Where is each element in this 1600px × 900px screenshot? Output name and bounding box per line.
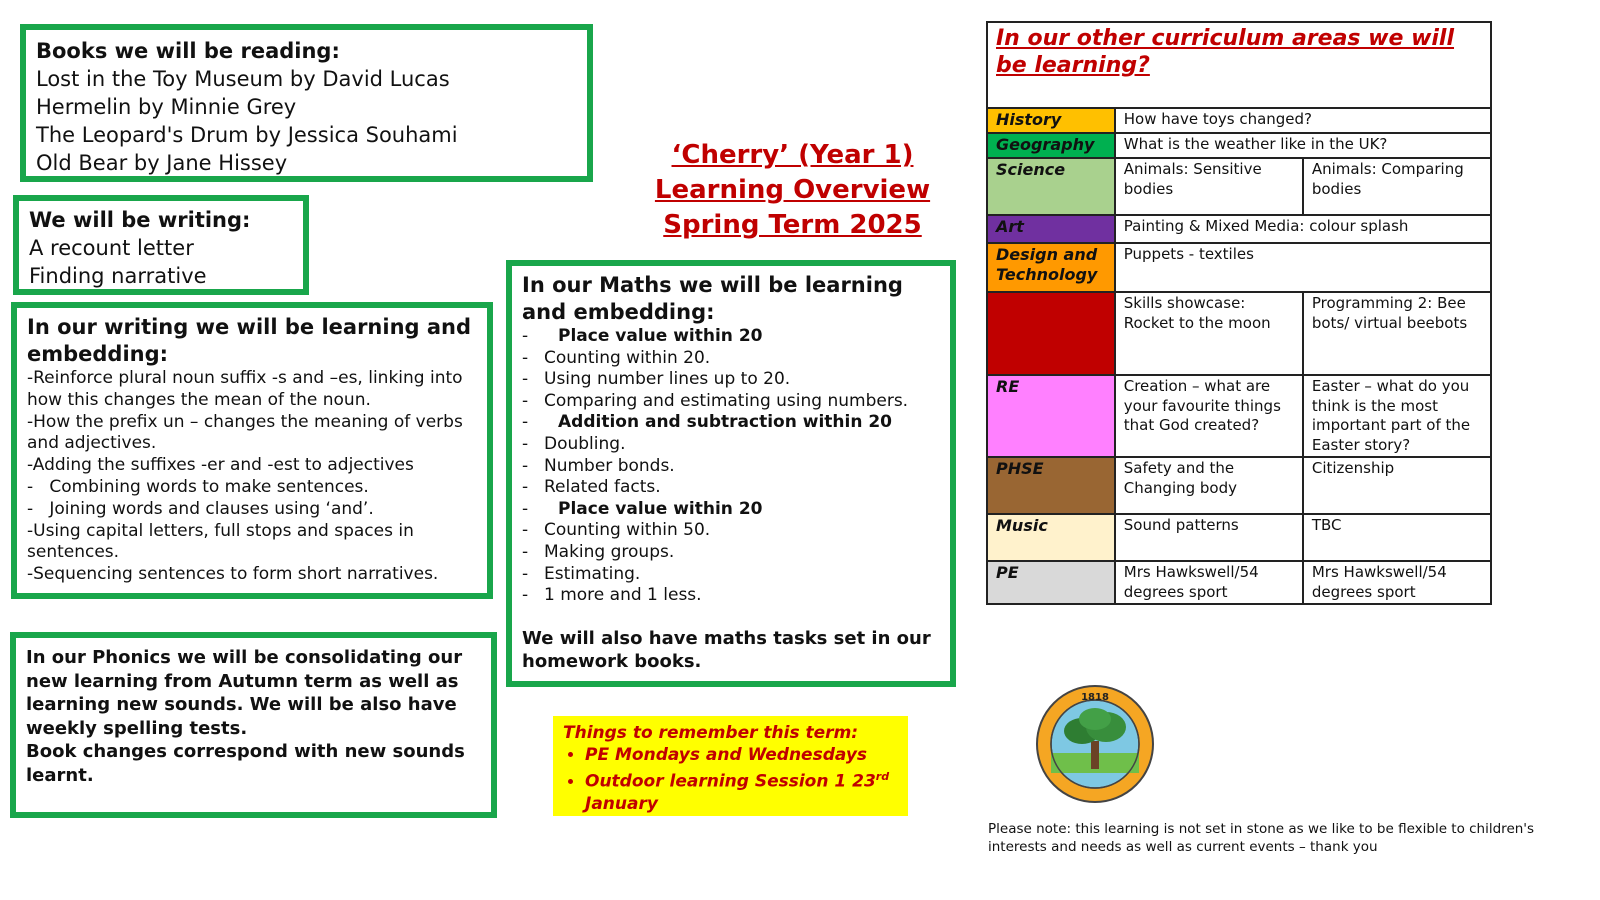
maths-item bbox=[522, 348, 940, 370]
maths-item-text: Doubling. bbox=[544, 433, 626, 454]
maths-item-dash: - bbox=[522, 498, 529, 519]
books-box bbox=[20, 24, 593, 182]
reminder-text: Outdoor learning Session 1 23 bbox=[585, 771, 876, 792]
curriculum-cell: Programming 2: Bee bots/ virtual beebots bbox=[1303, 292, 1491, 375]
maths-item-text: Place value within 20 bbox=[558, 498, 763, 519]
curriculum-cell: Skills showcase: Rocket to the moon bbox=[1115, 292, 1303, 375]
maths-item bbox=[522, 520, 940, 542]
reminders-heading: Things to remember this term: bbox=[563, 723, 859, 743]
writing-learning-item: -Sequencing sentences to form short narratives. bbox=[27, 564, 439, 585]
phonics-text: In our Phonics we will be consolidating our new learning from Autumn term as well as learning new sounds. We will be also have weekly spelling tests. bbox=[26, 647, 463, 739]
maths-item-dash: - bbox=[522, 541, 529, 562]
maths-item-dash: - bbox=[522, 369, 529, 390]
phonics-book-changes: Book changes correspond with new sounds learnt. bbox=[26, 741, 465, 786]
maths-item-text: Addition and subtraction within 20 bbox=[558, 412, 893, 433]
maths-item bbox=[522, 434, 940, 456]
maths-item-dash: - bbox=[522, 455, 529, 476]
school-logo bbox=[1034, 683, 1156, 805]
curriculum-cell: Mrs Hawkswell/54 degrees sport bbox=[1115, 561, 1303, 604]
curriculum-subject: PE bbox=[987, 561, 1115, 604]
books-heading: Books we will be reading: bbox=[36, 39, 340, 63]
writing-learning-box bbox=[11, 302, 493, 599]
curriculum-subject: Computing Science bbox=[987, 292, 1115, 375]
title-line: Spring Term 2025 bbox=[663, 210, 922, 240]
curriculum-cell: What is the weather like in the UK? bbox=[1115, 133, 1491, 158]
curriculum-subject: Design and Technology bbox=[987, 243, 1115, 292]
maths-item bbox=[522, 369, 940, 391]
writing-box bbox=[13, 195, 309, 295]
curriculum-row bbox=[987, 243, 1491, 292]
writing-item: A recount letter bbox=[29, 236, 194, 260]
maths-item-dash: - bbox=[522, 520, 529, 541]
reminders-box bbox=[553, 716, 908, 816]
writing-learning-heading: In our writing we will be learning and embedding: bbox=[27, 315, 472, 366]
curriculum-cell: Animals: Sensitive bodies bbox=[1115, 158, 1303, 215]
maths-item-text: 1 more and 1 less. bbox=[544, 585, 702, 606]
curriculum-row bbox=[987, 457, 1491, 514]
maths-list bbox=[522, 326, 940, 607]
curriculum-cell: How have toys changed? bbox=[1115, 108, 1491, 133]
maths-item-dash: - bbox=[522, 390, 529, 411]
curriculum-subject: RE bbox=[987, 375, 1115, 457]
maths-item bbox=[522, 564, 940, 586]
writing-learning-item: - Combining words to make sentences. bbox=[27, 476, 369, 497]
curriculum-row bbox=[987, 514, 1491, 561]
curriculum-row bbox=[987, 292, 1491, 375]
maths-item-text: Making groups. bbox=[544, 541, 675, 562]
writing-learning-item: -Using capital letters, full stops and spaces in sentences. bbox=[27, 520, 414, 563]
footnote: Please note: this learning is not set in stone as we like to be flexible to children's interests and needs as well as current events – thank you bbox=[988, 821, 1535, 855]
maths-item-text: Comparing and estimating using numbers. bbox=[544, 390, 909, 411]
curriculum-cell: Citizenship bbox=[1303, 457, 1491, 514]
writing-heading: We will be writing: bbox=[29, 208, 251, 232]
maths-item-dash: - bbox=[522, 563, 529, 584]
maths-item bbox=[522, 326, 940, 348]
curriculum-cell: Easter – what do you think is the most important part of the Easter story? bbox=[1303, 375, 1491, 457]
maths-item bbox=[522, 412, 940, 434]
book-item: Lost in the Toy Museum by David Lucas bbox=[36, 67, 450, 91]
maths-box bbox=[506, 260, 956, 687]
maths-item bbox=[522, 477, 940, 499]
curriculum-subject: Music bbox=[987, 514, 1115, 561]
maths-item-text: Related facts. bbox=[544, 477, 661, 498]
maths-item bbox=[522, 499, 940, 521]
book-item: Old Bear by Jane Hissey bbox=[36, 151, 288, 175]
maths-item bbox=[522, 391, 940, 413]
curriculum-subject: PHSE bbox=[987, 457, 1115, 514]
title-line: Learning Overview bbox=[654, 175, 931, 205]
curriculum-cell: Safety and the Changing body bbox=[1115, 457, 1303, 514]
maths-item-dash: - bbox=[522, 412, 529, 433]
book-item: The Leopard's Drum by Jessica Souhami bbox=[36, 123, 458, 147]
curriculum-row bbox=[987, 133, 1491, 158]
curriculum-heading: In our other curriculum areas we will be learning? bbox=[987, 22, 1491, 108]
title-line: ‘Cherry’ (Year 1) bbox=[671, 140, 914, 170]
curriculum-cell: Animals: Comparing bodies bbox=[1303, 158, 1491, 215]
maths-item-text: Counting within 20. bbox=[544, 347, 711, 368]
curriculum-subject: Art bbox=[987, 215, 1115, 243]
book-item: Hermelin by Minnie Grey bbox=[36, 95, 297, 119]
maths-item bbox=[522, 456, 940, 478]
logo-year: 1818 bbox=[1081, 692, 1109, 703]
reminder-text: January bbox=[585, 793, 658, 814]
curriculum-cell: Painting & Mixed Media: colour splash bbox=[1115, 215, 1491, 243]
writing-learning-item: -How the prefix un – changes the meaning of verbs and adjectives. bbox=[27, 411, 463, 454]
writing-item: Finding narrative bbox=[29, 264, 207, 288]
reminders-list bbox=[563, 744, 898, 815]
reminder-item bbox=[585, 744, 898, 766]
maths-item-text: Place value within 20 bbox=[558, 326, 763, 346]
reminder-item bbox=[585, 766, 898, 815]
reminder-text: PE Mondays and Wednesdays bbox=[585, 745, 868, 765]
reminder-superscript: rd bbox=[875, 770, 890, 783]
curriculum-header-row bbox=[987, 22, 1491, 108]
maths-note: We will also have maths tasks set in our homework books. bbox=[522, 627, 931, 673]
maths-item-text: Estimating. bbox=[544, 563, 641, 584]
maths-item-dash: - bbox=[522, 585, 529, 606]
writing-learning-item: - Joining words and clauses using ‘and’. bbox=[27, 498, 374, 519]
maths-item-text: Using number lines up to 20. bbox=[544, 369, 791, 390]
curriculum-cell: Mrs Hawkswell/54 degrees sport bbox=[1303, 561, 1491, 604]
curriculum-cell: TBC bbox=[1303, 514, 1491, 561]
maths-item bbox=[522, 585, 940, 607]
maths-item-dash: - bbox=[522, 433, 529, 454]
maths-item-dash: - bbox=[522, 477, 529, 498]
phonics-box bbox=[10, 632, 497, 818]
curriculum-cell: Creation – what are your favourite things that God created? bbox=[1115, 375, 1303, 457]
curriculum-cell: Puppets - textiles bbox=[1115, 243, 1491, 292]
curriculum-table bbox=[986, 21, 1492, 605]
maths-item-dash: - bbox=[522, 326, 529, 346]
curriculum-subject: Science bbox=[987, 158, 1115, 215]
page-title bbox=[640, 138, 945, 243]
curriculum-cell: Sound patterns bbox=[1115, 514, 1303, 561]
curriculum-row bbox=[987, 158, 1491, 215]
writing-learning-item: -Reinforce plural noun suffix -s and –es, linking into how this changes the mean of the noun. bbox=[27, 368, 463, 410]
maths-item-text: Number bonds. bbox=[544, 455, 675, 476]
curriculum-row bbox=[987, 375, 1491, 457]
curriculum-row bbox=[987, 108, 1491, 133]
writing-learning-item: -Adding the suffixes -er and -est to adjectives bbox=[27, 455, 414, 476]
maths-item bbox=[522, 542, 940, 564]
maths-item-dash: - bbox=[522, 347, 529, 368]
maths-item-text: Counting within 50. bbox=[544, 520, 711, 541]
curriculum-row bbox=[987, 561, 1491, 604]
curriculum-subject: Geography bbox=[987, 133, 1115, 158]
maths-heading: In our Maths we will be learning and embedding: bbox=[522, 273, 903, 324]
curriculum-subject: History bbox=[987, 108, 1115, 133]
curriculum-row bbox=[987, 215, 1491, 243]
